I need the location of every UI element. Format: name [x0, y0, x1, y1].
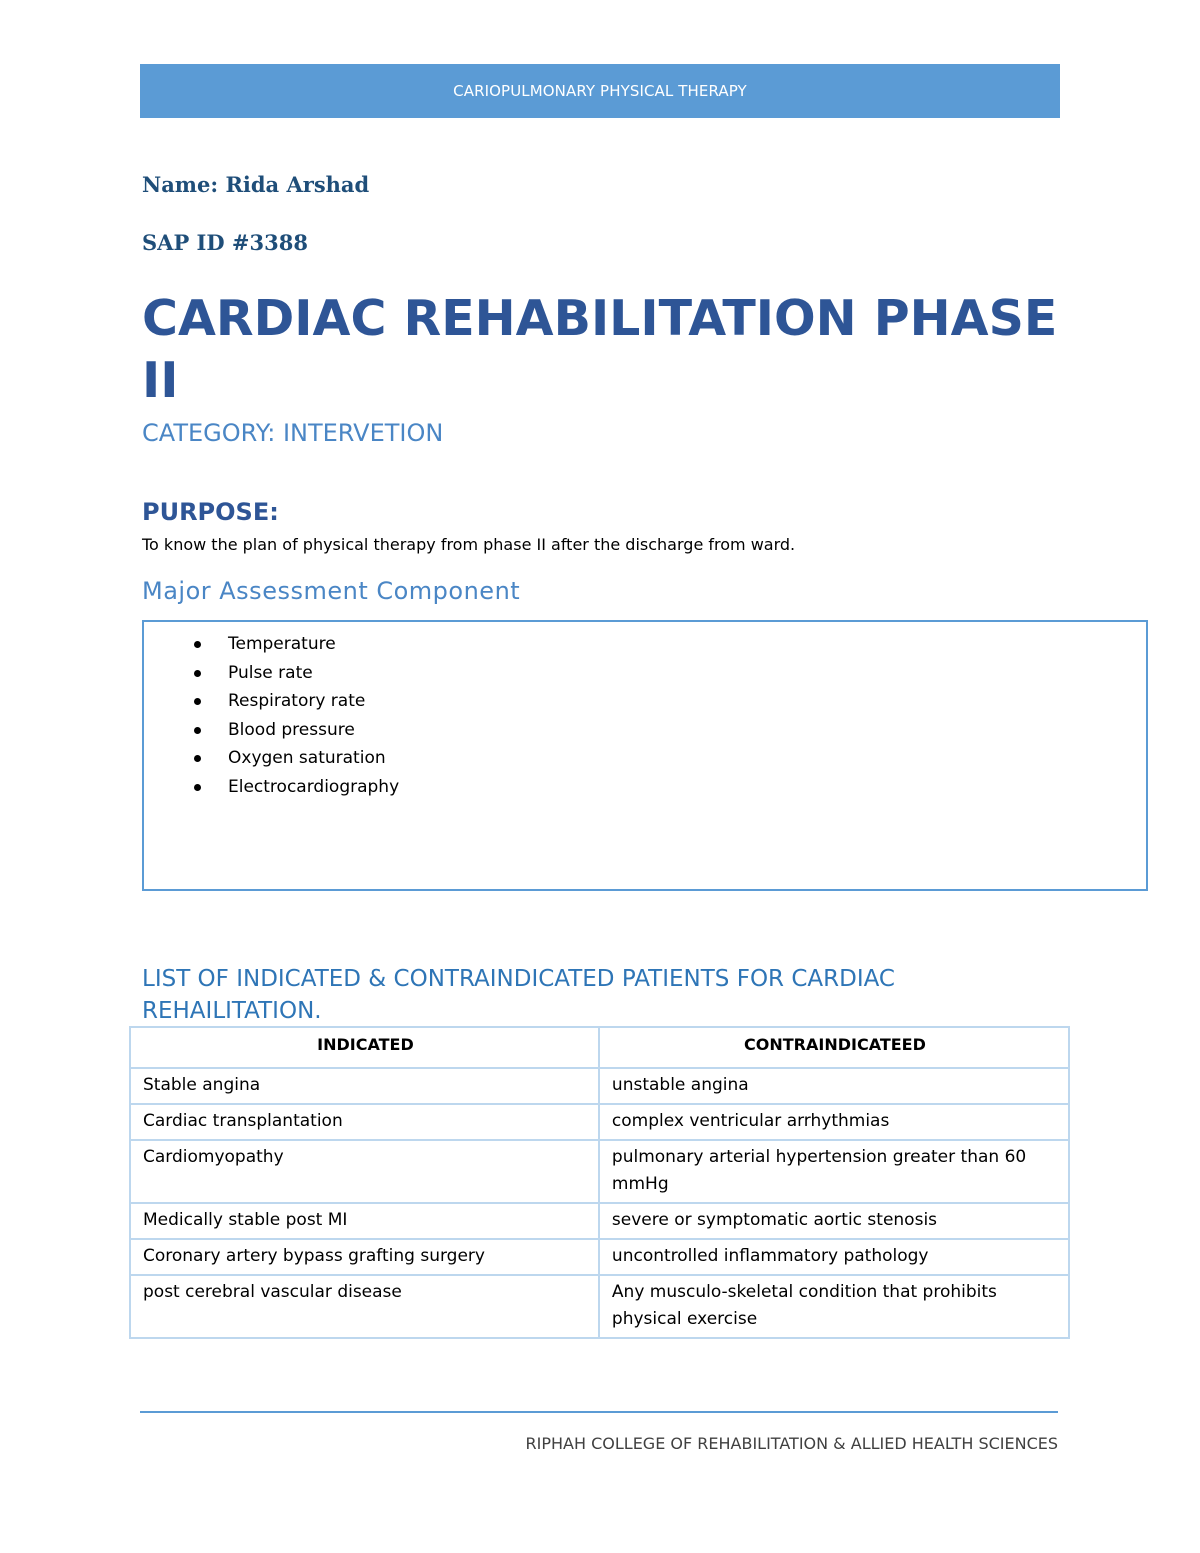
table-header-row — [130, 1027, 1069, 1068]
list-item — [144, 630, 399, 659]
table-cell: pulmonary arterial hypertension greater than 60 mmHg — [599, 1140, 1069, 1203]
document-title: CARDIAC REHABILITATION PHASE II — [142, 290, 1058, 409]
assessment-box — [142, 620, 1148, 891]
header-band — [140, 64, 1060, 118]
column-header-contraindicated: CONTRAINDICATEED — [599, 1027, 1069, 1068]
table-row — [130, 1239, 1069, 1275]
purpose-text: To know the plan of physical therapy from phase II after the discharge from ward. — [142, 535, 796, 554]
bullet-icon — [194, 641, 201, 648]
table-cell: uncontrolled inflammatory pathology — [599, 1239, 1069, 1275]
purpose-heading: PURPOSE: — [142, 498, 279, 526]
assessment-item-label: Blood pressure — [228, 719, 355, 740]
table-cell: unstable angina — [599, 1068, 1069, 1104]
table-cell: complex ventricular arrhythmias — [599, 1104, 1069, 1140]
assessment-item-label: Oxygen saturation — [228, 748, 386, 768]
footer-divider — [140, 1411, 1058, 1413]
patients-table — [129, 1026, 1070, 1339]
list-item — [144, 687, 399, 716]
assessment-item-label: Electrocardiography — [228, 776, 400, 797]
footer-text: RIPHAH COLLEGE OF REHABILITATION & ALLIED HEALTH SCIENCES — [525, 1434, 1058, 1453]
bullet-icon — [194, 784, 201, 791]
table-row — [130, 1275, 1069, 1338]
bullet-icon — [194, 698, 201, 705]
table-cell: Medically stable post MI — [130, 1203, 599, 1239]
table-cell: post cerebral vascular disease — [130, 1275, 599, 1338]
bullet-icon — [194, 670, 201, 677]
assessment-item-label: Temperature — [228, 634, 336, 654]
table-row — [130, 1068, 1069, 1104]
patients-table-heading: LIST OF INDICATED & CONTRAINDICATED PATIENTS FOR CARDIAC REHAILITATION. — [142, 966, 895, 1024]
table-cell: Stable angina — [130, 1068, 599, 1104]
sap-id: SAP ID #3388 — [142, 230, 308, 255]
table-row — [130, 1140, 1069, 1203]
assessment-item-label: Pulse rate — [228, 662, 313, 683]
table-cell: severe or symptomatic aortic stenosis — [599, 1203, 1069, 1239]
table-cell: Cardiac transplantation — [130, 1104, 599, 1140]
header-band-text: CARIOPULMONARY PHYSICAL THERAPY — [453, 82, 747, 100]
bullet-icon — [194, 755, 201, 762]
assessment-list — [144, 630, 399, 801]
table-cell: Cardiomyopathy — [130, 1140, 599, 1203]
category-label: CATEGORY: INTERVETION — [142, 419, 444, 447]
table-row — [130, 1104, 1069, 1140]
column-header-indicated: INDICATED — [130, 1027, 599, 1068]
list-item — [144, 716, 399, 745]
table-cell: Any musculo-skeletal condition that prohibits physical exercise — [599, 1275, 1069, 1338]
table-cell: Coronary artery bypass grafting surgery — [130, 1239, 599, 1275]
table-row — [130, 1203, 1069, 1239]
bullet-icon — [194, 727, 201, 734]
assessment-heading: Major Assessment Component — [142, 577, 521, 605]
assessment-item-label: Respiratory rate — [228, 691, 366, 711]
student-name: Name: Rida Arshad — [142, 172, 370, 197]
list-item — [144, 659, 399, 688]
list-item — [144, 773, 399, 802]
list-item — [144, 744, 399, 773]
